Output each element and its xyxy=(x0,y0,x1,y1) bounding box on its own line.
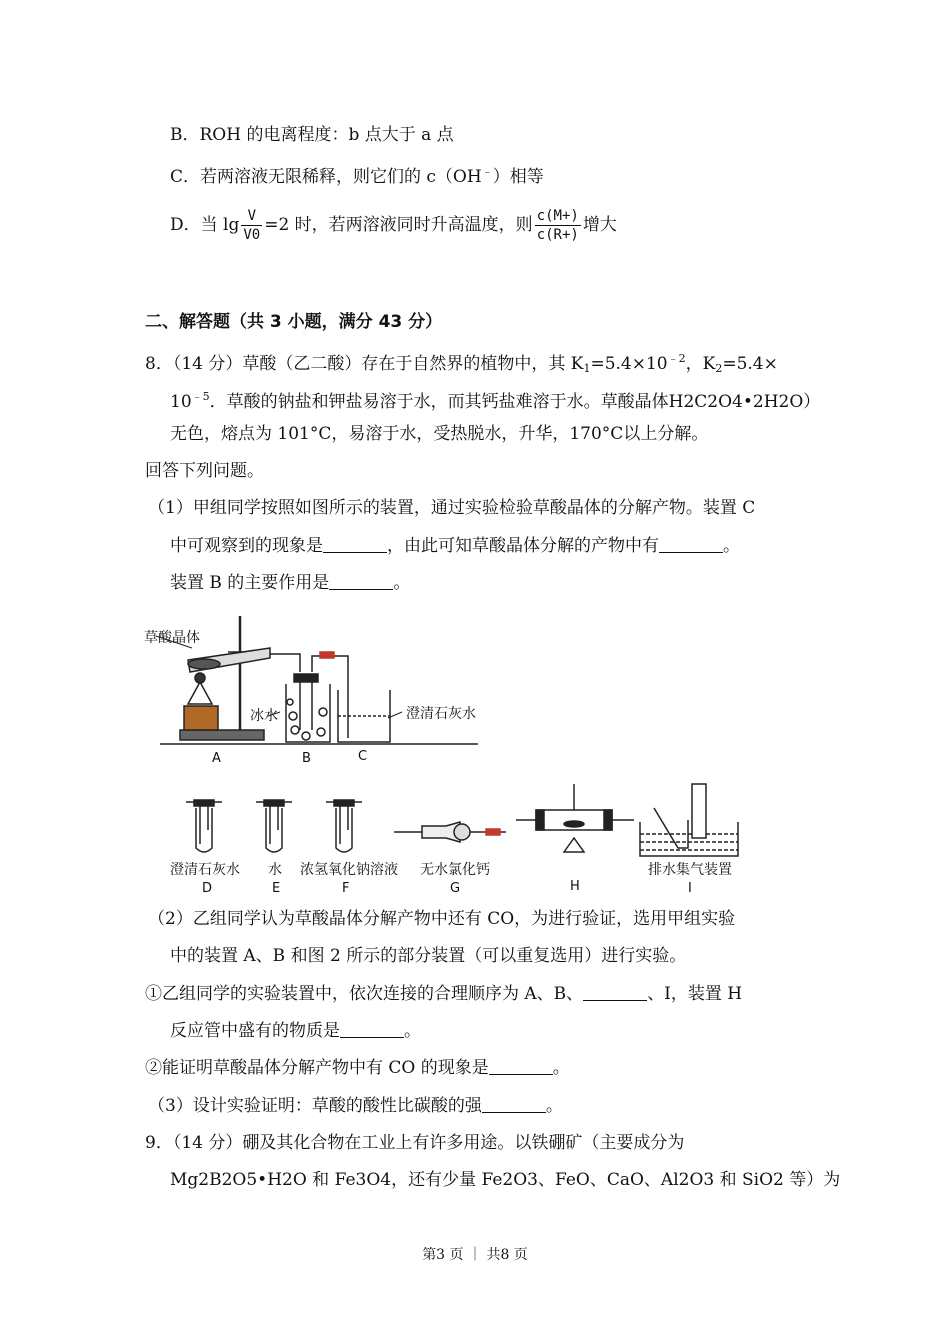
label-d-text: 澄清石灰水 xyxy=(170,862,240,878)
answer-blank[interactable] xyxy=(482,1096,546,1113)
q8-part1-c: 装置 B 的主要作用是 。 xyxy=(170,573,411,593)
label-g: G xyxy=(450,881,461,896)
answer-blank[interactable] xyxy=(583,984,647,1001)
label-i-text: 排水集气装置 xyxy=(648,862,732,878)
answer-blank[interactable] xyxy=(329,573,393,590)
q8-part3: （3）设计实验证明：草酸的酸性比碳酸的强 。 xyxy=(148,1096,563,1116)
answer-blank[interactable] xyxy=(340,1021,404,1038)
label-c: C xyxy=(358,749,368,764)
label-f-text: 浓氢氧化钠溶液 xyxy=(300,862,398,878)
label-limewater: 澄清石灰水 xyxy=(406,706,476,722)
q9-line2: Mg2B2O5•H2O 和 Fe3O4，还有少量 Fe2O3、FeO、CaO、Al2O3 和 SiO2 等）为 xyxy=(170,1170,841,1190)
q8-line3: 无色，熔点为 101°C，易溶于水，受热脱水，升华，170°C以上分解。 xyxy=(170,424,709,444)
page-footer: 第3 页 ｜ 共8 页 xyxy=(422,1247,528,1263)
label-b: B xyxy=(302,751,311,766)
label-a: A xyxy=(212,751,221,766)
label-e-text: 水 xyxy=(268,862,282,878)
q8-part2-e: ②能证明草酸晶体分解产物中有 CO 的现象是 。 xyxy=(145,1058,570,1078)
q8-part2-c: ①乙组同学的实验装置中，依次连接的合理顺序为 A、B、 、I，装置 H xyxy=(145,984,743,1004)
oxalic-formula: H2C2O4•2H2O xyxy=(668,392,804,412)
q8-part1-a: （1）甲组同学按照如图所示的装置，通过实验检验草酸晶体的分解产物。装置 C xyxy=(148,498,756,518)
answer-blank[interactable] xyxy=(323,536,387,553)
fraction-v-v0: $\frac{V}{V0}$ xyxy=(243,208,261,243)
q8-line1: 8．（14 分）草酸（乙二酸）存在于自然界的植物中，其 $K_1=5.4\times 10^{﹣2}$，$K_2=5.4\times$ xyxy=(145,352,778,375)
q8-line4: 回答下列问题。 xyxy=(145,461,264,481)
option-c: C．若两溶液无限稀释，则它们的 c（OH﹣）相等 xyxy=(170,165,544,187)
label-g-text: 无水氯化钙 xyxy=(420,862,490,878)
label-crystal: 草酸晶体 xyxy=(144,630,200,646)
answer-blank[interactable] xyxy=(489,1058,553,1075)
q8-line2: $10^{﹣5}$．草酸的钠盐和钾盐易溶于水，而其钙盐难溶于水。草酸晶体H2C2O4•2H2O） xyxy=(170,390,821,412)
q8-part1-b: 中可观察到的现象是 ，由此可知草酸晶体分解的产物中有 。 xyxy=(170,536,740,556)
label-e: E xyxy=(272,881,281,896)
label-h: H xyxy=(570,879,580,894)
q8-part2-b: 中的装置 A、B 和图 2 所示的部分装置（可以重复选用）进行实验。 xyxy=(170,946,687,966)
answer-blank[interactable] xyxy=(659,536,723,553)
label-d: D xyxy=(202,881,213,896)
section-title: 二、解答题（共 3 小题，满分 43 分） xyxy=(145,312,443,332)
q8-part2-d: 反应管中盛有的物质是 。 xyxy=(170,1021,421,1041)
label-i: I xyxy=(688,881,692,896)
option-d: D．当 lg $\frac{V}{V0}$ =2 时，若两溶液同时升高温度，则 $\frac{c(M+)}{c(R+)}$ 增大 xyxy=(170,208,617,243)
q8-part2-a: （2）乙组同学认为草酸晶体分解产物中还有 CO，为进行验证，选用甲组实验 xyxy=(148,909,736,929)
option-b: B．ROH 的电离程度：b 点大于 a 点 xyxy=(170,125,454,145)
fraction-cm-cr: $\frac{c(M+)}{c(R+)}$ xyxy=(536,208,579,243)
apparatus-figure xyxy=(140,612,760,897)
label-f: F xyxy=(342,881,350,896)
label-icewater: 冰水 xyxy=(250,708,278,724)
q9-line1: 9．（14 分）硼及其化合物在工业上有许多用途。以铁硼矿（主要成分为 xyxy=(145,1133,685,1153)
